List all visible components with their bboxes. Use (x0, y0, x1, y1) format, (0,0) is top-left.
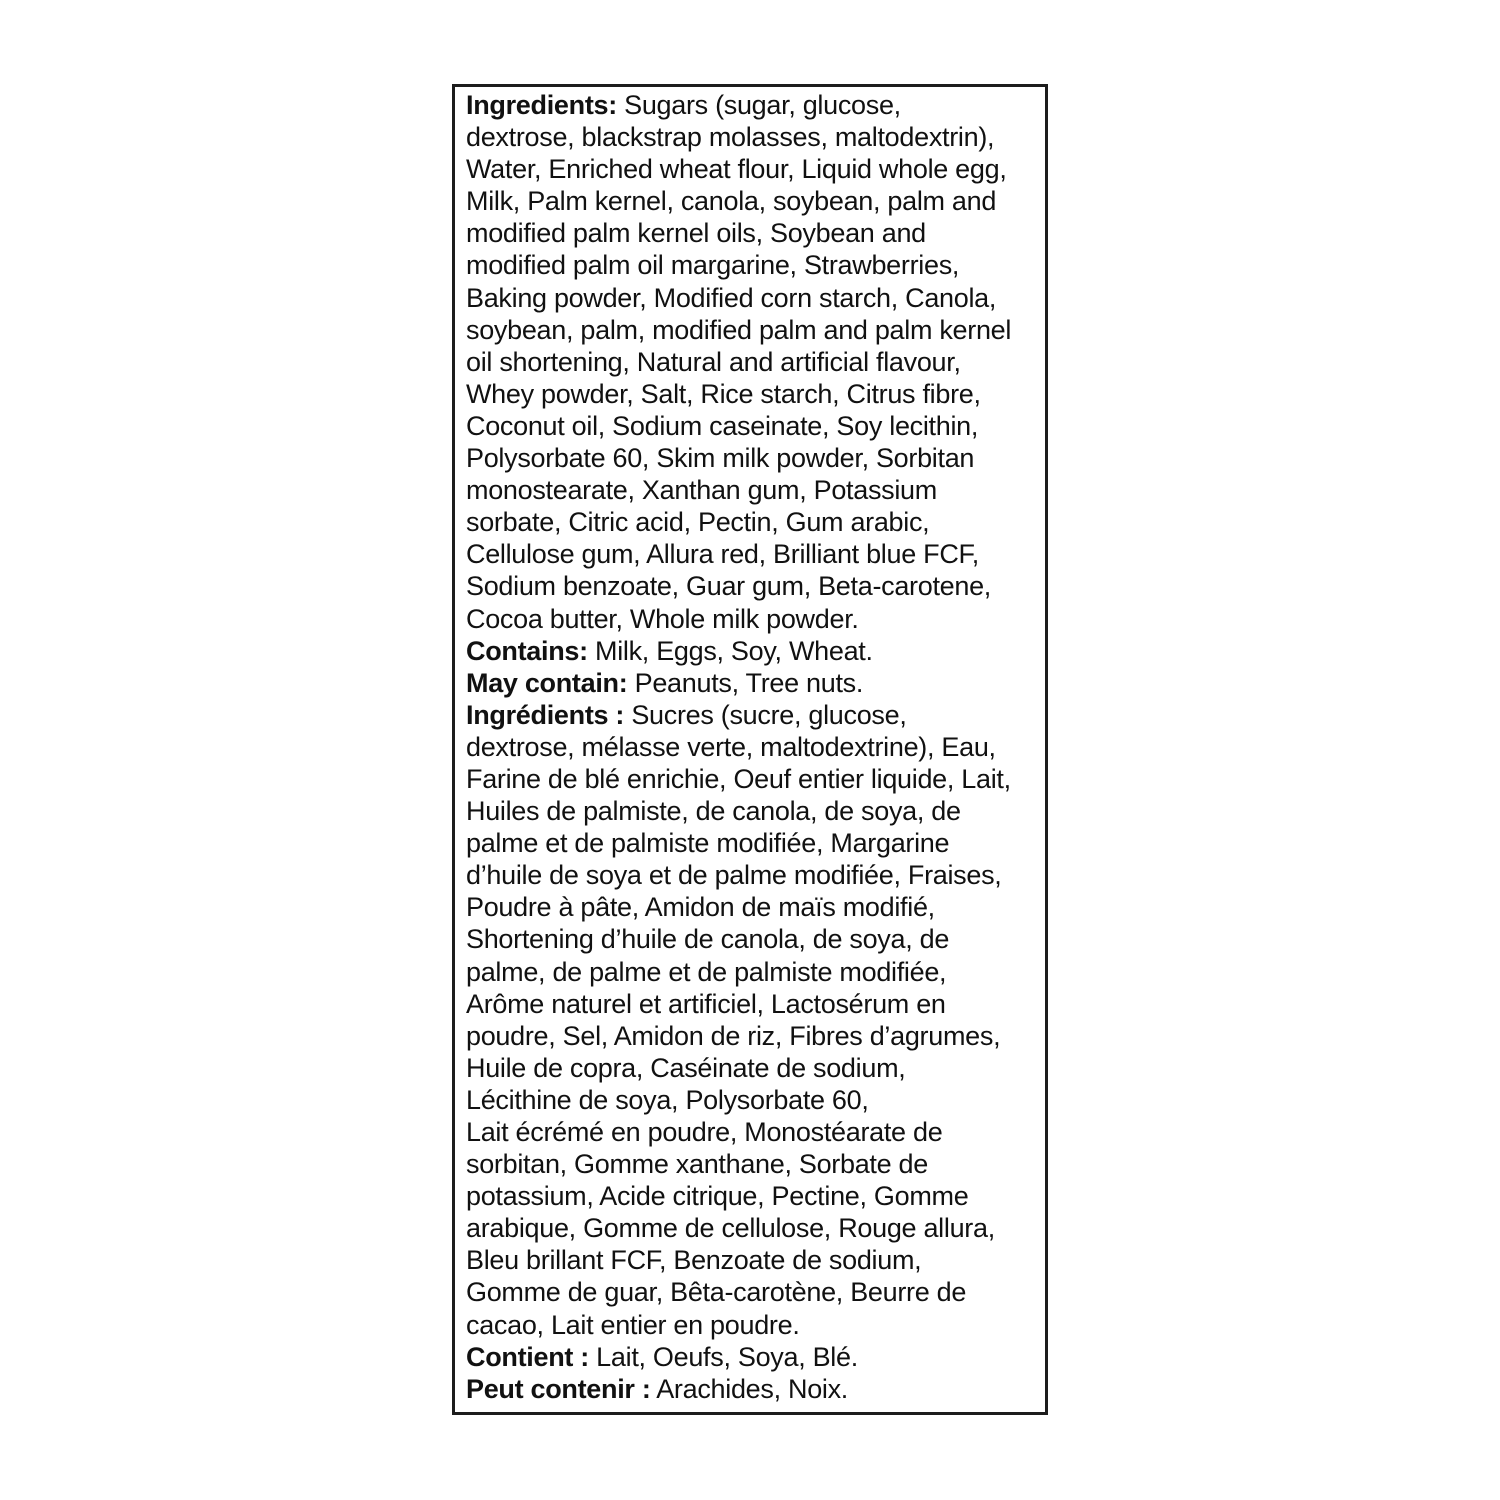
ingredients-line (466, 1052, 1039, 1084)
ingredients-line-text: Lait, Oeufs, Soya, Blé. (588, 1341, 858, 1372)
ingredients-line-text: cacao, Lait entier en poudre. (466, 1309, 800, 1340)
ingredients-line-text: arabique, Gomme de cellulose, Rouge allura, (466, 1213, 995, 1244)
ingredients-line (466, 538, 1039, 570)
ingredients-line (466, 1373, 1039, 1405)
ingredients-line (466, 1148, 1039, 1180)
ingredients-line-text: poudre, Sel, Amidon de riz, Fibres d’agrumes, (466, 1020, 1001, 1051)
ingredients-line (466, 1212, 1039, 1244)
ingredients-line-text: dextrose, blackstrap molasses, maltodextrin), (466, 122, 995, 153)
ingredients-line (466, 859, 1039, 891)
ingredients-line-text: Sodium benzoate, Guar gum, Beta-carotene, (466, 571, 992, 602)
ingredients-line (466, 378, 1039, 410)
ingredients-line-text: Shortening d’huile de canola, de soya, de (466, 924, 950, 955)
ingredients-line-text: Cocoa butter, Whole milk powder. (466, 603, 859, 634)
ingredients-line-text: Whey powder, Salt, Rice starch, Citrus fibre, (466, 378, 981, 409)
ingredients-line (466, 1180, 1039, 1212)
ingredients-line (466, 635, 1039, 667)
ingredients-line (466, 410, 1039, 442)
ingredients-line (466, 1276, 1039, 1308)
ingredients-line (466, 1116, 1039, 1148)
ingredients-line-text: modified palm oil margarine, Strawberries, (466, 250, 960, 281)
ingredients-line (466, 667, 1039, 699)
ingredients-line (466, 699, 1039, 731)
ingredients-line-text: Bleu brillant FCF, Benzoate de sodium, (466, 1245, 922, 1276)
ingredients-line (466, 891, 1039, 923)
ingredients-line-lead: Ingredients: (466, 90, 617, 120)
ingredients-line-text: potassium, Acide citrique, Pectine, Gomme (466, 1181, 969, 1212)
ingredients-line-lead: Peut contenir : (466, 1373, 651, 1404)
ingredients-line-text: Lécithine de soya, Polysorbate 60, (466, 1084, 869, 1115)
ingredients-line-text: Huiles de palmiste, de canola, de soya, de (466, 796, 961, 827)
ingredients-line (466, 153, 1039, 185)
ingredients-line-text: monostearate, Xanthan gum, Potassium (466, 475, 937, 506)
ingredients-line (466, 314, 1039, 346)
ingredients-line-text: oil shortening, Natural and artificial flavour, (466, 346, 961, 377)
ingredients-line (466, 923, 1039, 955)
ingredients-line (466, 89, 1039, 121)
ingredients-line (466, 1341, 1039, 1373)
ingredients-line-text: Sucres (sucre, glucose, (624, 699, 907, 730)
ingredients-line (466, 249, 1039, 281)
ingredients-line-text: dextrose, mélasse verte, maltodextrine), Eau, (466, 731, 996, 762)
ingredients-line-text: Huile de copra, Caséinate de sodium, (466, 1052, 906, 1083)
ingredients-line (466, 827, 1039, 859)
ingredients-line-lead: Ingrédients : (466, 699, 625, 730)
ingredients-line (466, 763, 1039, 795)
ingredients-line (466, 988, 1039, 1020)
ingredients-line (466, 956, 1039, 988)
ingredients-line-text: palme, de palme et de palmiste modifiée, (466, 956, 947, 987)
ingredients-line-text: Arôme naturel et artificiel, Lactosérum en (466, 988, 946, 1019)
ingredients-line (466, 121, 1039, 153)
ingredients-line (466, 1244, 1039, 1276)
ingredients-line (466, 217, 1039, 249)
ingredients-line-text: d’huile de soya et de palme modifiée, Fraises, (466, 860, 1002, 891)
ingredients-line-text: Sugars (sugar, glucose, (616, 90, 901, 120)
ingredients-line-text: Polysorbate 60, Skim milk powder, Sorbitan (466, 443, 975, 474)
ingredients-line-text: Milk, Palm kernel, canola, soybean, palm and (466, 186, 997, 217)
ingredients-line-text: palme et de palmiste modifiée, Margarine (466, 828, 950, 859)
ingredients-line-text: Milk, Eggs, Soy, Wheat. (587, 635, 873, 666)
ingredients-line-text: Water, Enriched wheat flour, Liquid whole egg, (466, 154, 1007, 185)
ingredients-line-text: Coconut oil, Sodium caseinate, Soy lecithin, (466, 410, 979, 441)
ingredients-line-text: Cellulose gum, Allura red, Brilliant blue FCF, (466, 539, 979, 570)
ingredients-line-lead: May contain: (466, 667, 628, 698)
ingredients-line-text: sorbate, Citric acid, Pectin, Gum arabic, (466, 507, 930, 538)
ingredients-line (466, 795, 1039, 827)
ingredients-line-text: Peanuts, Tree nuts. (627, 667, 864, 698)
ingredients-line-text: Arachides, Noix. (650, 1373, 849, 1404)
ingredients-label (452, 84, 1048, 1415)
ingredients-line (466, 570, 1039, 602)
ingredients-line (466, 731, 1039, 763)
ingredients-line (466, 1020, 1039, 1052)
ingredients-line-text: soybean, palm, modified palm and palm kernel (466, 314, 1012, 345)
ingredients-line (466, 442, 1039, 474)
ingredients-line-lead: Contient : (466, 1341, 589, 1372)
ingredients-line (466, 1309, 1039, 1341)
ingredients-line-text: Farine de blé enrichie, Oeuf entier liquide, Lait, (466, 763, 1011, 794)
ingredients-line-lead: Contains: (466, 635, 588, 666)
ingredients-line (466, 185, 1039, 217)
ingredients-line-text: Baking powder, Modified corn starch, Canola, (466, 282, 997, 313)
ingredients-line-text: modified palm kernel oils, Soybean and (466, 218, 926, 249)
ingredients-line (466, 474, 1039, 506)
ingredients-line-text: Lait écrémé en poudre, Monostéarate de (466, 1117, 943, 1147)
ingredients-line-text: Gomme de guar, Bêta-carotène, Beurre de (466, 1277, 967, 1308)
ingredients-line (466, 506, 1039, 538)
ingredients-line (466, 1084, 1039, 1116)
ingredients-line-text: Poudre à pâte, Amidon de maïs modifié, (466, 892, 935, 923)
ingredients-line (466, 282, 1039, 314)
ingredients-line (466, 346, 1039, 378)
ingredients-line (466, 603, 1039, 635)
ingredients-line-text: sorbitan, Gomme xanthane, Sorbate de (466, 1149, 928, 1180)
